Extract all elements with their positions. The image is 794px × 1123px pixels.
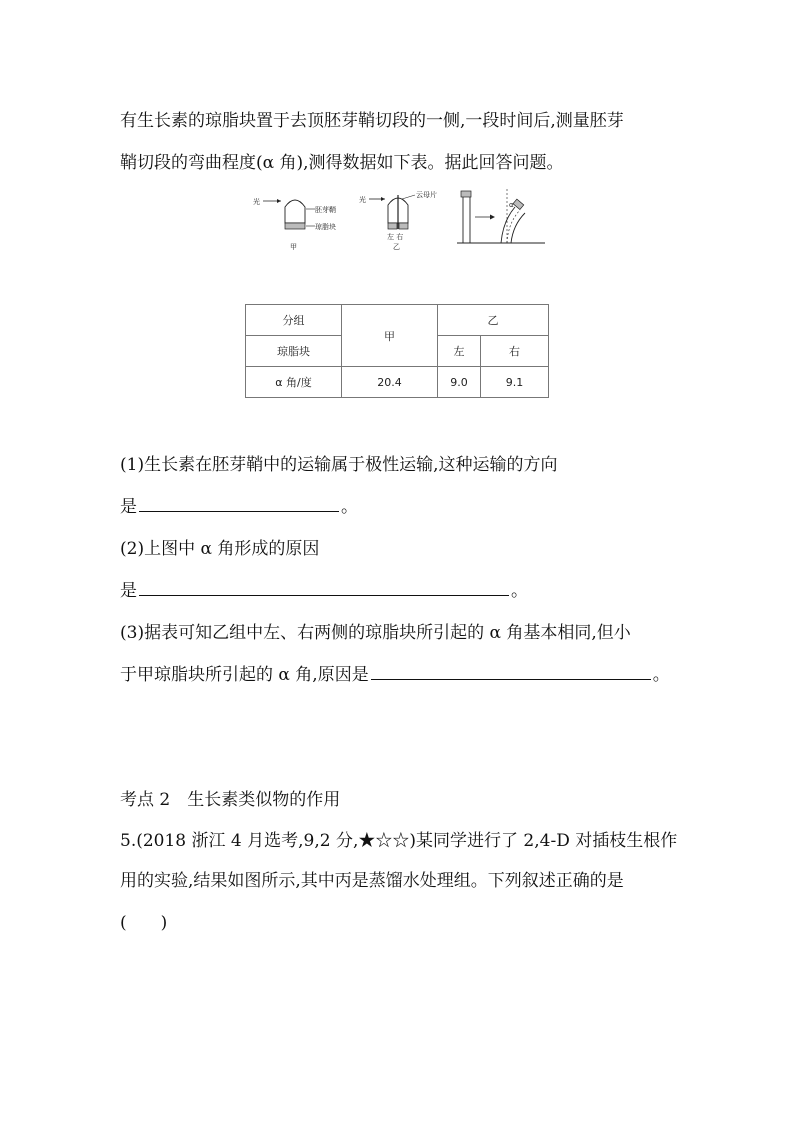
left-right-label: 左 右 — [387, 233, 404, 241]
experiment-figure — [245, 185, 545, 257]
table-row — [246, 305, 549, 336]
light-label-2: 光 — [359, 196, 366, 204]
coleoptile-shape-jia — [285, 200, 305, 223]
table-cell: 左 — [438, 336, 481, 367]
agar-label: 琼脂块 — [315, 223, 336, 231]
answer-blank-1[interactable] — [139, 510, 339, 512]
question-5-answer-paren: ( ) — [120, 913, 168, 933]
question-3-line-1: (3)据表可知乙组中左、右两侧的琼脂块所引起的 α 角基本相同,但小 — [120, 623, 631, 643]
coleoptile-label: 胚芽鞘 — [315, 206, 336, 214]
alpha-label: α — [509, 201, 514, 209]
question-1-line-2 — [120, 492, 358, 517]
section-heading: 考点 2 生长素类似物的作用 — [120, 790, 341, 810]
light-label-1: 光 — [253, 198, 260, 206]
panel-label-yi: 乙 — [393, 243, 400, 251]
intro-line-1: 有生长素的琼脂块置于去顶胚芽鞘切段的一侧,一段时间后,测量胚芽 — [120, 111, 624, 131]
table-cell: 20.4 — [342, 367, 438, 398]
table-cell: 琼脂块 — [246, 336, 342, 367]
question-3-prefix: 于甲琼脂块所引起的 α 角,原因是 — [120, 665, 369, 685]
table-cell: 甲 — [342, 305, 438, 367]
question-2-prefix: 是 — [120, 581, 137, 601]
mica-label: 云母片 — [416, 191, 437, 199]
question-5-line-2: 用的实验,结果如图所示,其中丙是蒸馏水处理组。下列叙述正确的是 — [120, 871, 624, 891]
question-2-line-1: (2)上图中 α 角形成的原因 — [120, 539, 320, 559]
panel-yi — [359, 190, 437, 251]
question-3-line-2 — [120, 660, 670, 685]
answer-blank-2[interactable] — [139, 594, 509, 596]
table-cell: 乙 — [438, 305, 549, 336]
question-3-end: 。 — [652, 665, 670, 685]
panel-jia — [253, 197, 336, 251]
data-table — [245, 304, 549, 398]
question-2-line-2 — [120, 576, 528, 601]
table-cell: α 角/度 — [246, 367, 342, 398]
table-cell: 9.1 — [481, 367, 549, 398]
intro-line-2: 鞘切段的弯曲程度(α 角),测得数据如下表。据此回答问题。 — [120, 153, 564, 173]
table-cell: 9.0 — [438, 367, 481, 398]
table-row — [246, 367, 549, 398]
panel-result — [457, 189, 545, 243]
question-2-end: 。 — [511, 581, 528, 601]
question-5-line-1: 5.(2018 浙江 4 月选考,9,2 分,★☆☆)某同学进行了 2,4-D 对插枝生根作 — [120, 831, 678, 851]
panel-label-jia: 甲 — [290, 243, 297, 251]
question-1-line-1: (1)生长素在胚芽鞘中的运输属于极性运输,这种运输的方向 — [120, 455, 558, 475]
question-1-prefix: 是 — [120, 497, 137, 517]
table-cell: 右 — [481, 336, 549, 367]
answer-blank-3[interactable] — [371, 678, 651, 680]
agar-block-jia — [285, 223, 305, 229]
question-1-end: 。 — [341, 497, 358, 517]
table-cell: 分组 — [246, 305, 342, 336]
